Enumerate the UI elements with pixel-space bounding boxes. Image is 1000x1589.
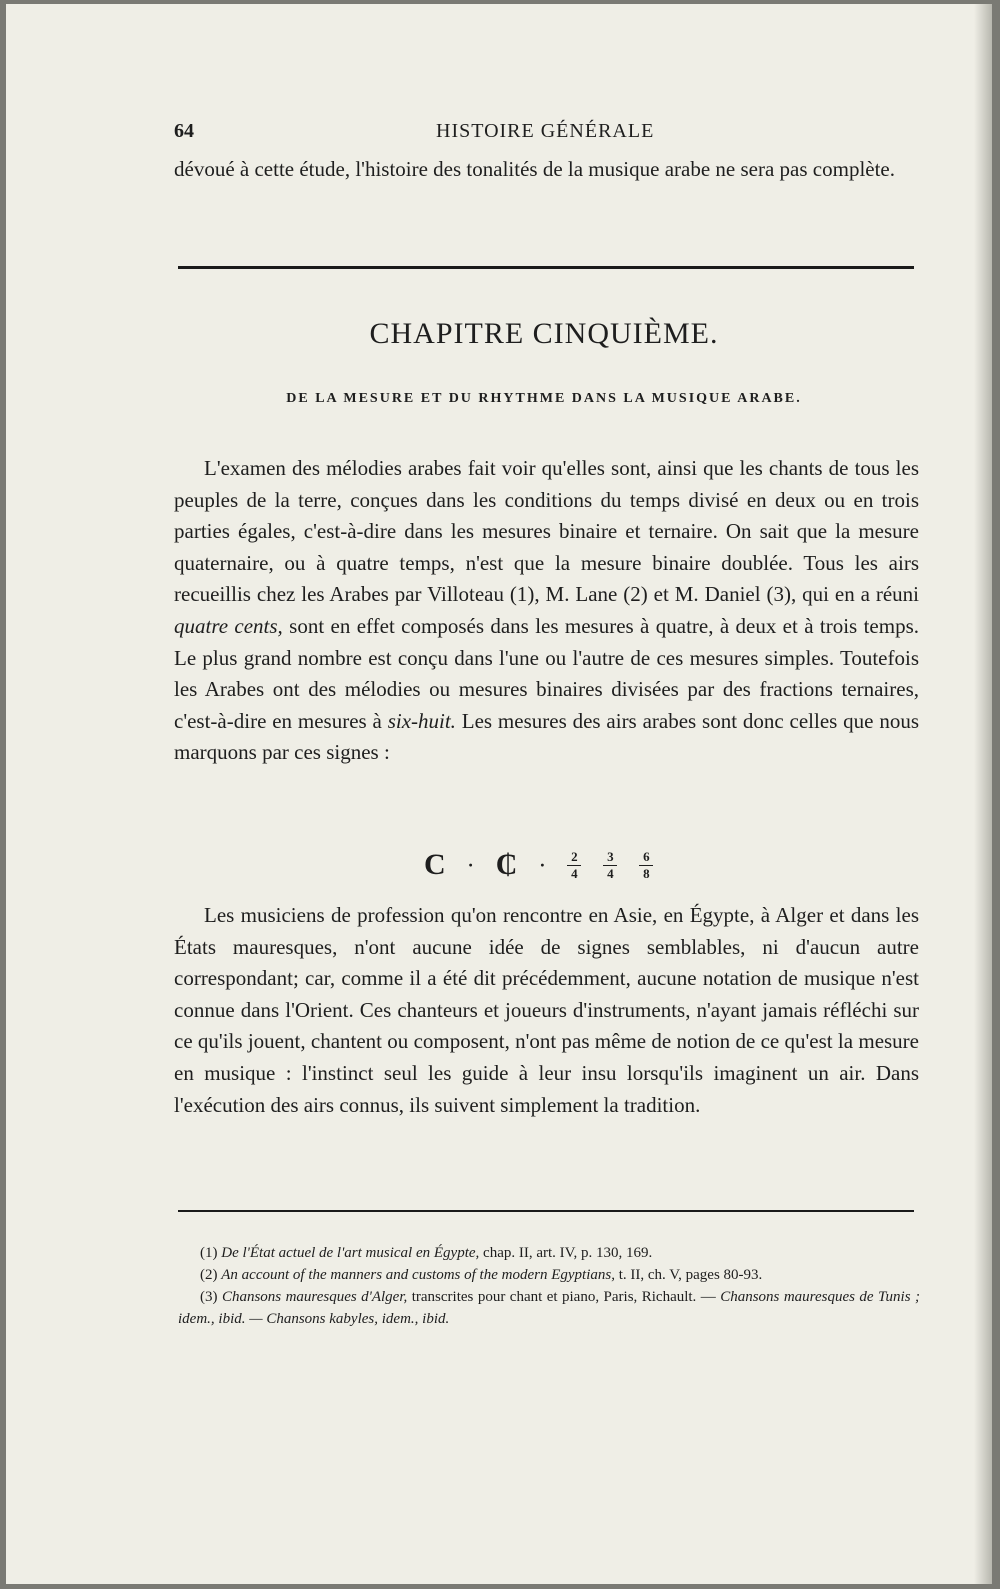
footnote-title: Chansons mauresques de Tunis ; idem., ibid. — Chansons kabyles, idem., ibid. xyxy=(178,1289,920,1327)
chapter-subtitle: DE LA MESURE ET DU RHYTHME DANS LA MUSIQUE ARABE. xyxy=(286,391,802,406)
footnote-title: Chansons mauresques d'Alger, xyxy=(221,1289,408,1305)
fraction-numerator: 3 xyxy=(607,848,614,864)
footnote-mark: (2) xyxy=(200,1267,222,1283)
separator-dot: · xyxy=(467,854,474,875)
footnotes xyxy=(178,1242,920,1330)
chapter-divider xyxy=(178,266,914,269)
paragraph-text: L'examen des mélodies arabes fait voir qu'elles sont, ainsi que les chants de tous les peuples de la terre, conçues dans les conditions du temps divisé en deux ou en trois parties égales, c'est-à-dire dans les mesures binaire et ternaire. On sait que la mesure quaternaire, ou à quatre temps, n'est que la mesure binaire doublée. Tous les airs recueillis chez les Arabes par Villoteau (1), M. Lane (2) et M. Daniel (3), qui en a réuni xyxy=(174,456,919,607)
fraction-numerator: 2 xyxy=(571,848,578,864)
paragraph-text: sont en effet composés dans les mesures à quatre, à deux et à trois temps. Le plus grand nombre est conçu dans l'une ou l'autre de ces mesures simples. Toutefois les Arabes ont des mélodies ou mesures binaires divisées par des fractions ternaires, c'est-à-dire en mesures à xyxy=(174,613,919,733)
footnote-mark: (3) xyxy=(200,1289,222,1305)
fraction-two-four xyxy=(567,850,581,881)
footnote-title: De l'État actuel de l'art musical en Égypte, xyxy=(221,1245,480,1261)
footnote-text: t. II, ch. V, pages 80-93. xyxy=(614,1267,763,1283)
italic-phrase: six-huit. xyxy=(387,708,456,733)
fraction-denominator: 8 xyxy=(643,865,650,881)
book-page xyxy=(6,4,992,1584)
footnote-mark: (1) xyxy=(200,1245,222,1261)
running-head: HISTOIRE GÉNÉRALE xyxy=(436,120,655,142)
chapter-title: CHAPITRE CINQUIÈME. xyxy=(369,317,719,350)
page-number: 64 xyxy=(174,120,194,142)
italic-phrase: quatre cents, xyxy=(174,613,283,638)
footnote-2 xyxy=(178,1264,920,1286)
fraction-numerator: 6 xyxy=(643,848,650,864)
footnote-divider xyxy=(178,1210,914,1212)
fraction-denominator: 4 xyxy=(571,865,578,881)
page-header xyxy=(6,120,992,148)
fraction-denominator: 4 xyxy=(607,865,614,881)
fraction-six-eight xyxy=(639,850,653,881)
fraction-three-four xyxy=(603,850,617,881)
time-signature-row xyxy=(424,840,653,890)
footnote-3 xyxy=(178,1286,920,1330)
page-edge-shadow xyxy=(974,4,992,1584)
separator-dot: · xyxy=(539,854,546,875)
paragraph-measures xyxy=(174,453,919,769)
footnote-text: chap. II, art. IV, p. 130, 169. xyxy=(479,1245,653,1261)
footnote-title: An account of the manners and customs of the modern Egyptians, xyxy=(221,1267,615,1283)
footnote-text: transcrites pour chant et piano, Paris, Richault. — xyxy=(407,1289,721,1305)
continuation-paragraph: dévoué à cette étude, l'histoire des tonalités de la musique arabe ne sera pas complète. xyxy=(174,157,896,181)
paragraph-musicians: Les musiciens de profession qu'on rencontre en Asie, en Égypte, à Alger et dans les États mauresques, n'ont aucune idée de signes semblables, ni d'aucun autre correspondant; car, comme il a été dit précédemment, aucune notation de musique n'est connue dans l'Orient. Ces chanteurs et joueurs d'instruments, n'ayant jamais réfléchi sur ce qu'ils jouent, chantent ou composent, n'ont pas même de notion de ce qu'est la mesure en musique : l'instinct seul les guide à leur insu lorsqu'ils imaginent un air. Dans l'exécution des airs connus, ils suivent simplement la tradition. xyxy=(174,903,919,1117)
cut-time-sign: ₵ xyxy=(495,848,518,881)
footnote-1 xyxy=(178,1242,920,1264)
common-time-sign: C xyxy=(424,848,446,881)
paragraph-text: Les mesures des airs arabes sont donc celles que nous marquons par ces signes : xyxy=(174,708,919,765)
